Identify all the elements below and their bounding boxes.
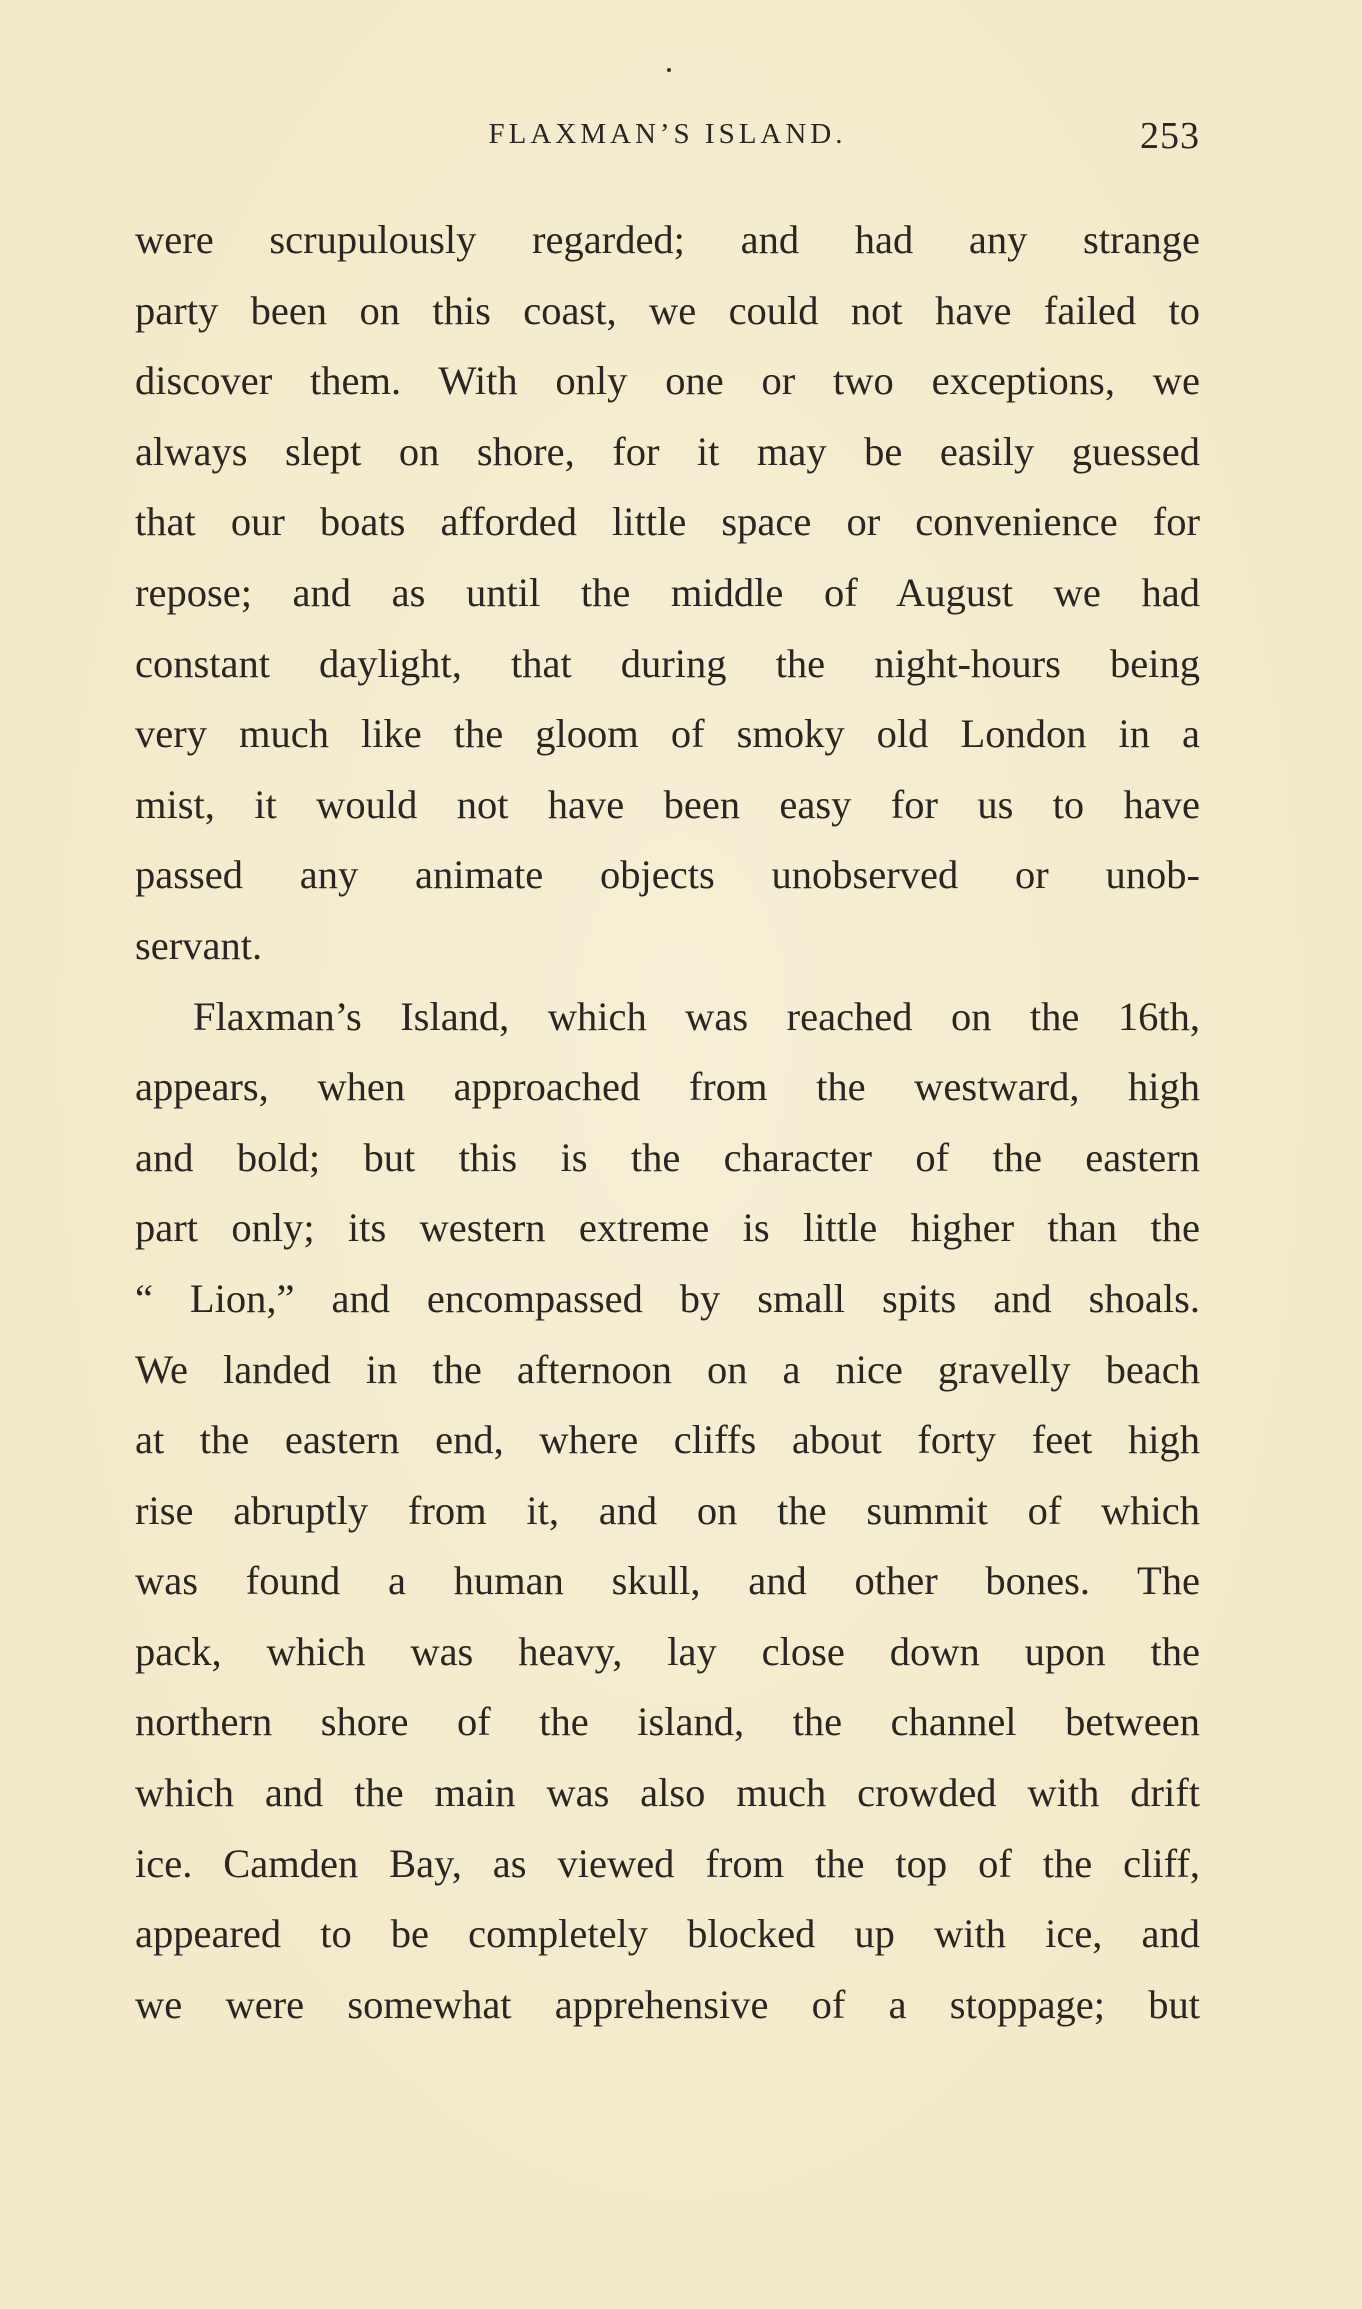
page-number: 253 xyxy=(1140,115,1200,157)
text-line: constant daylight, that during the night-hours being xyxy=(135,640,1200,686)
text-line: that our boats afforded little space or convenience for xyxy=(135,499,1200,545)
ink-speck xyxy=(667,68,671,72)
text-line: very much like the gloom of smoky old London in a xyxy=(135,711,1200,757)
text-line: at the eastern end, where cliffs about forty feet high xyxy=(135,1417,1200,1463)
text-line: we were somewhat apprehensive of a stoppage; but xyxy=(135,1981,1200,2027)
text-line: party been on this coast, we could not have failed to xyxy=(135,287,1200,333)
text-line: was found a human skull, and other bones. The xyxy=(135,1558,1200,1604)
text-line: ice. Camden Bay, as viewed from the top of the cliff, xyxy=(135,1840,1200,1886)
text-line: passed any animate objects unobserved or unob- xyxy=(135,852,1200,898)
running-title: FLAXMAN’S ISLAND. xyxy=(488,118,847,150)
running-head xyxy=(135,115,1200,168)
text-line: repose; and as until the middle of August we had xyxy=(135,569,1200,615)
text-line: mist, it would not have been easy for us to have xyxy=(135,781,1200,827)
body-text xyxy=(135,205,1200,2040)
text-line: servant. xyxy=(135,922,263,968)
text-line: We landed in the afternoon on a nice gravelly beach xyxy=(135,1346,1200,1392)
text-line: appeared to be completely blocked up with ice, and xyxy=(135,1911,1200,1957)
text-line: and bold; but this is the character of the eastern xyxy=(135,1134,1200,1180)
text-line: “ Lion,” and encompassed by small spits and shoals. xyxy=(135,1275,1200,1321)
text-line: Flaxman’s Island, which was reached on the 16th, xyxy=(193,993,1200,1039)
text-line: which and the main was also much crowded with drift xyxy=(135,1770,1200,1816)
text-line: northern shore of the island, the channel between xyxy=(135,1699,1200,1745)
text-line: were scrupulously regarded; and had any strange xyxy=(135,217,1200,262)
text-line: pack, which was heavy, lay close down upon the xyxy=(135,1628,1200,1674)
text-line: appears, when approached from the westward, high xyxy=(135,1064,1200,1110)
text-line: rise abruptly from it, and on the summit of which xyxy=(135,1487,1200,1533)
text-line: part only; its western extreme is little higher than the xyxy=(135,1205,1200,1251)
text-line: always slept on shore, for it may be easily guessed xyxy=(135,428,1200,474)
text-line: discover them. With only one or two exceptions, we xyxy=(135,358,1200,404)
